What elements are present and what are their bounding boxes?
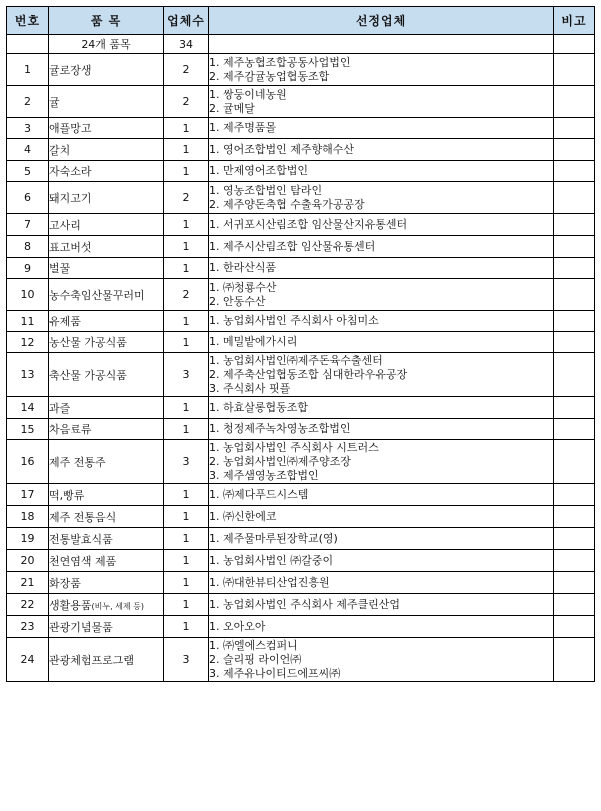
company-name: 2. 제주축산업협동조합 심대한라우유공장 bbox=[209, 367, 408, 381]
row-number: 21 bbox=[7, 572, 49, 594]
row-item-label: 귤 bbox=[49, 95, 60, 109]
row-companies bbox=[209, 419, 554, 440]
row-count: 3 bbox=[164, 638, 209, 682]
row-companies bbox=[209, 616, 554, 638]
row-companies bbox=[209, 214, 554, 236]
row-note bbox=[554, 419, 595, 440]
table-row bbox=[7, 397, 595, 419]
row-item-label: 농수축임산물꾸러미 bbox=[49, 288, 145, 302]
row-companies bbox=[209, 506, 554, 528]
company-name: 1. 농업회사법인 ㈜갈중이 bbox=[209, 553, 334, 567]
row-companies bbox=[209, 182, 554, 214]
company-name: 3. 주식회사 핏플 bbox=[209, 381, 291, 395]
row-count: 2 bbox=[164, 182, 209, 214]
row-item-label: 유제품 bbox=[49, 315, 81, 328]
summary-row bbox=[7, 35, 595, 54]
company-name: 1. ㈜엘에스컴퍼니 bbox=[209, 638, 298, 652]
company-name: 2. 농업회사법인㈜제주양조장 bbox=[209, 454, 351, 468]
row-item bbox=[49, 616, 164, 638]
summary-note bbox=[554, 35, 595, 54]
table-row bbox=[7, 332, 595, 353]
table-row bbox=[7, 484, 595, 506]
row-item bbox=[49, 440, 164, 484]
row-count: 1 bbox=[164, 118, 209, 139]
header-count: 업체수 bbox=[164, 7, 209, 35]
header-item: 품 목 bbox=[49, 7, 164, 35]
row-item-label: 관광체험프로그램 bbox=[49, 653, 135, 667]
company-name: 2. 슬리핑 라이언㈜ bbox=[209, 652, 302, 666]
company-name: 2. 제주양돈축협 수출육가공공장 bbox=[209, 197, 365, 211]
row-item bbox=[49, 528, 164, 550]
company-name: 1. ㈜청룡수산 bbox=[209, 280, 277, 294]
table-row bbox=[7, 616, 595, 638]
row-note bbox=[554, 594, 595, 616]
row-item-label: 과즐 bbox=[49, 401, 71, 415]
row-number: 17 bbox=[7, 484, 49, 506]
company-name: 1. 제주시산림조합 임산물유통센터 bbox=[209, 239, 376, 253]
row-companies bbox=[209, 54, 554, 86]
row-item-label: 제주 전통주 bbox=[49, 455, 106, 469]
table-row bbox=[7, 86, 595, 118]
row-number: 5 bbox=[7, 161, 49, 182]
company-name: 1. 영농조합법인 탐라인 bbox=[209, 183, 323, 197]
row-companies bbox=[209, 332, 554, 353]
row-item-label: 화장품 bbox=[49, 576, 81, 590]
row-number: 16 bbox=[7, 440, 49, 484]
row-item bbox=[49, 54, 164, 86]
row-number: 4 bbox=[7, 139, 49, 161]
table-row bbox=[7, 528, 595, 550]
row-companies bbox=[209, 279, 554, 311]
company-name: 1. ㈜대한뷰티산업진흥원 bbox=[209, 575, 330, 589]
row-count: 1 bbox=[164, 419, 209, 440]
row-item bbox=[49, 638, 164, 682]
row-number: 13 bbox=[7, 353, 49, 397]
header-no: 번호 bbox=[7, 7, 49, 35]
row-number: 7 bbox=[7, 214, 49, 236]
company-name: 1. 서귀포시산림조합 임산물산지유통센터 bbox=[209, 217, 408, 231]
row-item-label: 돼지고기 bbox=[49, 191, 92, 205]
company-name: 1. 농업회사법인 주식회사 제주클린산업 bbox=[209, 597, 400, 611]
row-item bbox=[49, 572, 164, 594]
row-note bbox=[554, 139, 595, 161]
row-count: 1 bbox=[164, 506, 209, 528]
row-companies bbox=[209, 594, 554, 616]
company-name: 1. 하효살롱협동조합 bbox=[209, 400, 308, 414]
row-companies bbox=[209, 311, 554, 332]
row-companies bbox=[209, 161, 554, 182]
row-note bbox=[554, 616, 595, 638]
table-row bbox=[7, 118, 595, 139]
row-companies bbox=[209, 572, 554, 594]
table-row bbox=[7, 139, 595, 161]
row-item bbox=[49, 161, 164, 182]
row-number: 23 bbox=[7, 616, 49, 638]
row-item-note: (비누, 세제 등) bbox=[91, 601, 145, 611]
row-number: 15 bbox=[7, 419, 49, 440]
row-number: 10 bbox=[7, 279, 49, 311]
row-number: 8 bbox=[7, 236, 49, 258]
company-name: 1. 제주명품몰 bbox=[209, 121, 277, 134]
summary-count: 34 bbox=[164, 35, 209, 54]
row-item-label: 농산물 가공식품 bbox=[49, 336, 127, 349]
row-note bbox=[554, 279, 595, 311]
row-count: 2 bbox=[164, 279, 209, 311]
row-item-label: 표고버섯 bbox=[49, 240, 92, 254]
row-companies bbox=[209, 353, 554, 397]
row-companies bbox=[209, 139, 554, 161]
table-row bbox=[7, 258, 595, 279]
row-item bbox=[49, 332, 164, 353]
row-count: 1 bbox=[164, 594, 209, 616]
row-number: 6 bbox=[7, 182, 49, 214]
row-item-label: 축산물 가공식품 bbox=[49, 368, 127, 382]
row-note bbox=[554, 440, 595, 484]
company-name: 1. ㈜제다푸드시스템 bbox=[209, 487, 309, 501]
row-item bbox=[49, 550, 164, 572]
row-companies bbox=[209, 638, 554, 682]
row-note bbox=[554, 182, 595, 214]
company-name: 1. 제주물마루된장학교(영) bbox=[209, 531, 338, 545]
table-row bbox=[7, 550, 595, 572]
row-number: 14 bbox=[7, 397, 49, 419]
row-count: 1 bbox=[164, 311, 209, 332]
row-companies bbox=[209, 528, 554, 550]
row-companies bbox=[209, 118, 554, 139]
row-item bbox=[49, 258, 164, 279]
row-count: 1 bbox=[164, 139, 209, 161]
row-count: 1 bbox=[164, 161, 209, 182]
company-name: 1. 농업회사법인 주식회사 시트러스 bbox=[209, 440, 379, 454]
table-row bbox=[7, 440, 595, 484]
row-item-label: 관광기념물품 bbox=[49, 620, 113, 634]
row-item bbox=[49, 397, 164, 419]
row-note bbox=[554, 528, 595, 550]
header-companies: 선정업체 bbox=[209, 7, 554, 35]
row-count: 3 bbox=[164, 353, 209, 397]
row-item-label: 애플망고 bbox=[49, 122, 92, 135]
company-name: 1. 메밀밭에가시리 bbox=[209, 335, 298, 348]
row-item bbox=[49, 214, 164, 236]
row-item-label: 귤로장생 bbox=[49, 63, 92, 77]
company-name: 1. 만제영어조합법인 bbox=[209, 164, 308, 177]
row-item-label: 천연염색 제품 bbox=[49, 554, 117, 568]
row-item-label: 고사리 bbox=[49, 218, 81, 232]
row-count: 1 bbox=[164, 550, 209, 572]
company-name: 1. 농업회사법인 주식회사 아침미소 bbox=[209, 314, 379, 327]
row-number: 3 bbox=[7, 118, 49, 139]
table-row bbox=[7, 353, 595, 397]
row-item bbox=[49, 236, 164, 258]
table-row bbox=[7, 572, 595, 594]
table-row bbox=[7, 214, 595, 236]
row-number: 12 bbox=[7, 332, 49, 353]
summary-no bbox=[7, 35, 49, 54]
row-number: 20 bbox=[7, 550, 49, 572]
row-item-label: 벌꿀 bbox=[49, 262, 71, 275]
table-row bbox=[7, 54, 595, 86]
company-name: 1. 영어조합법인 제주향해수산 bbox=[209, 142, 354, 156]
row-count: 1 bbox=[164, 484, 209, 506]
company-name: 1. ㈜신한에코 bbox=[209, 509, 277, 523]
company-name: 1. 청정제주녹차영농조합법인 bbox=[209, 422, 351, 435]
row-item bbox=[49, 279, 164, 311]
row-companies bbox=[209, 484, 554, 506]
row-count: 1 bbox=[164, 397, 209, 419]
table-row bbox=[7, 279, 595, 311]
row-count: 1 bbox=[164, 572, 209, 594]
row-count: 2 bbox=[164, 54, 209, 86]
table-row bbox=[7, 182, 595, 214]
row-number: 1 bbox=[7, 54, 49, 86]
row-item-label: 갈치 bbox=[49, 143, 71, 157]
row-count: 2 bbox=[164, 86, 209, 118]
table-row bbox=[7, 506, 595, 528]
row-number: 22 bbox=[7, 594, 49, 616]
company-name: 2. 제주감귤농업협동조합 bbox=[209, 69, 330, 83]
row-note bbox=[554, 353, 595, 397]
row-count: 1 bbox=[164, 616, 209, 638]
row-note bbox=[554, 506, 595, 528]
row-number: 9 bbox=[7, 258, 49, 279]
company-name: 2. 안동수산 bbox=[209, 294, 266, 308]
row-note bbox=[554, 484, 595, 506]
row-companies bbox=[209, 440, 554, 484]
row-item bbox=[49, 86, 164, 118]
table-row bbox=[7, 638, 595, 682]
row-item-label: 자숙소라 bbox=[49, 165, 92, 178]
row-number: 19 bbox=[7, 528, 49, 550]
row-number: 11 bbox=[7, 311, 49, 332]
row-note bbox=[554, 550, 595, 572]
header-note: 비고 bbox=[554, 7, 595, 35]
row-item-label: 떡,빵류 bbox=[49, 488, 85, 502]
company-name: 2. 귤메달 bbox=[209, 101, 255, 115]
table-row bbox=[7, 311, 595, 332]
row-note bbox=[554, 332, 595, 353]
company-name: 3. 제주샘영농조합법인 bbox=[209, 468, 319, 482]
row-note bbox=[554, 397, 595, 419]
row-item bbox=[49, 506, 164, 528]
row-note bbox=[554, 638, 595, 682]
row-note bbox=[554, 161, 595, 182]
row-note bbox=[554, 236, 595, 258]
company-name: 1. 제주농협조합공동사업법인 bbox=[209, 55, 351, 69]
table-row bbox=[7, 161, 595, 182]
row-count: 1 bbox=[164, 236, 209, 258]
row-count: 1 bbox=[164, 332, 209, 353]
row-item bbox=[49, 484, 164, 506]
row-count: 1 bbox=[164, 214, 209, 236]
row-companies bbox=[209, 86, 554, 118]
row-item-label: 제주 전통음식 bbox=[49, 510, 117, 524]
row-companies bbox=[209, 236, 554, 258]
row-count: 1 bbox=[164, 258, 209, 279]
row-note bbox=[554, 214, 595, 236]
row-number: 24 bbox=[7, 638, 49, 682]
summary-item: 24개 품목 bbox=[49, 35, 164, 54]
row-item bbox=[49, 353, 164, 397]
row-item-label: 차음료류 bbox=[49, 423, 92, 436]
table-row bbox=[7, 419, 595, 440]
row-note bbox=[554, 118, 595, 139]
row-item-label: 전통발효식품 bbox=[49, 532, 113, 546]
row-companies bbox=[209, 550, 554, 572]
row-item-label: 생활용품 bbox=[49, 598, 92, 612]
row-note bbox=[554, 54, 595, 86]
row-count: 3 bbox=[164, 440, 209, 484]
row-note bbox=[554, 572, 595, 594]
selection-table bbox=[6, 6, 595, 682]
header-row bbox=[7, 7, 595, 35]
company-name: 3. 제주유나이티드에프씨㈜ bbox=[209, 666, 341, 680]
company-name: 1. 농업회사법인㈜제주돈육수출센터 bbox=[209, 353, 383, 367]
row-item bbox=[49, 118, 164, 139]
row-companies bbox=[209, 258, 554, 279]
row-item bbox=[49, 139, 164, 161]
row-count: 1 bbox=[164, 528, 209, 550]
row-number: 18 bbox=[7, 506, 49, 528]
table-row bbox=[7, 594, 595, 616]
company-name: 1. 한라산식품 bbox=[209, 261, 277, 274]
row-note bbox=[554, 86, 595, 118]
row-number: 2 bbox=[7, 86, 49, 118]
row-item bbox=[49, 594, 164, 616]
row-note bbox=[554, 311, 595, 332]
table-row bbox=[7, 236, 595, 258]
row-note bbox=[554, 258, 595, 279]
row-item bbox=[49, 311, 164, 332]
row-item bbox=[49, 182, 164, 214]
row-item bbox=[49, 419, 164, 440]
company-name: 1. 쌍둥이네농원 bbox=[209, 87, 287, 101]
summary-companies bbox=[209, 35, 554, 54]
row-companies bbox=[209, 397, 554, 419]
company-name: 1. 오아오아 bbox=[209, 619, 266, 633]
